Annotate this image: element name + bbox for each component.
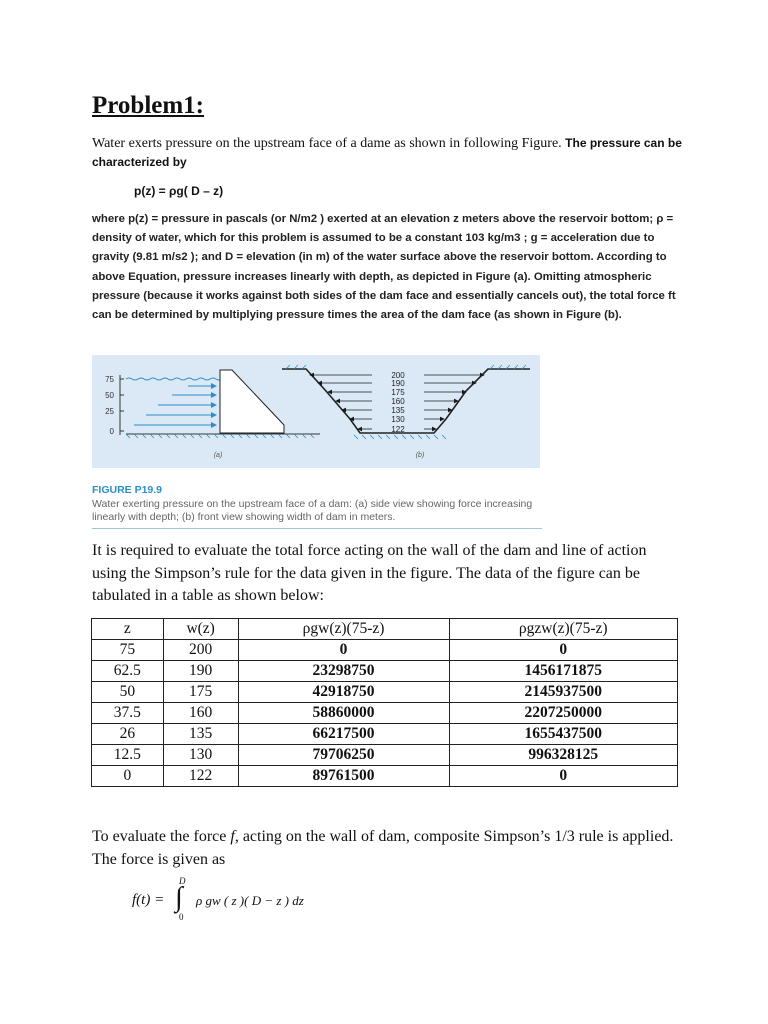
table-row	[92, 640, 678, 661]
width-label: 190	[391, 379, 405, 388]
data-table	[91, 618, 678, 787]
table-cell: 50	[92, 682, 164, 703]
table-cell: 130	[163, 745, 238, 766]
table-cell: 1456171875	[449, 661, 678, 682]
table-cell: 0	[238, 640, 449, 661]
caption-text: Water exerting pressure on the upstream face of a dam: (a) side view showing force increasing linearly with depth; (b) front view showing width of dam in meters.	[92, 498, 533, 523]
label-a: (a)	[213, 452, 223, 459]
tick-label: 50	[105, 391, 114, 400]
table-cell: 12.5	[92, 745, 164, 766]
problem-title: Problem1:	[92, 92, 205, 119]
table-cell: 0	[449, 640, 678, 661]
table-row	[92, 661, 678, 682]
width-label: 175	[391, 388, 405, 397]
simpson-text-before: To evaluate the force	[92, 828, 231, 845]
definitions-paragraph: where p(z) = pressure in pascals (or N/m2 ) exerted at an elevation z meters above the reservoir bottom; ρ = density of water, which for this problem is assumed to be a constant 103 kg/m3 ; g = acceleration due to gravity (9.81 m/s2 ); and D = elevation (in m) of the water surface above the reservoir bottom. According to above Equation, pressure increases linearly with depth, as depicted in Figure (a). Omitting atmospheric pressure (because it works against both sides of the dam face and essentially cancels out), the total force ft can be determined by multiplying pressure times the area of the dam face (as shown in Figure (b).	[92, 213, 676, 322]
integral-lower-limit: 0	[179, 912, 184, 922]
table-cell: 200	[163, 640, 238, 661]
table-cell: 58860000	[238, 703, 449, 724]
caption-divider	[92, 528, 542, 529]
width-label: 160	[391, 397, 405, 406]
intro-paragraph	[92, 134, 692, 172]
width-label: 122	[391, 425, 405, 434]
table-cell: 135	[163, 724, 238, 745]
integral-integrand: ρ gw ( z )( D − z ) dz	[196, 893, 304, 908]
tick-label: 25	[105, 407, 114, 416]
table-cell: 160	[163, 703, 238, 724]
table-cell: 175	[163, 682, 238, 703]
table-row	[92, 703, 678, 724]
label-b: (b)	[415, 452, 425, 459]
width-label: 130	[391, 415, 405, 424]
header-cell: w(z)	[163, 619, 238, 640]
figure-caption	[92, 484, 542, 524]
table-cell: 2207250000	[449, 703, 678, 724]
table-row	[92, 682, 678, 703]
table-cell: 0	[92, 766, 164, 787]
width-label: 135	[391, 406, 405, 415]
force-symbol: f	[230, 828, 235, 845]
table-cell: 66217500	[238, 724, 449, 745]
caption-title: FIGURE P19.9	[92, 484, 163, 496]
front-view	[282, 365, 530, 459]
table-row	[92, 766, 678, 787]
simpson-text-after: , acting on the wall of dam, composite Simpson’s 1/3 rule is applied. The force is given as	[92, 828, 674, 868]
tick-label: 75	[105, 375, 114, 384]
table-cell: 42918750	[238, 682, 449, 703]
pressure-formula: p(z) = ρg( D – z)	[134, 184, 224, 198]
table-cell: 1655437500	[449, 724, 678, 745]
integral-sign-icon: ∫	[175, 882, 183, 913]
table-cell: 89761500	[238, 766, 449, 787]
table-cell: 75	[92, 640, 164, 661]
table-cell: 79706250	[238, 745, 449, 766]
header-cell: ρgw(z)(75-z)	[238, 619, 449, 640]
simpson-paragraph	[92, 826, 682, 871]
dam-figure-drawing	[92, 355, 540, 468]
tick-label: 0	[109, 427, 114, 436]
table-header-row	[92, 619, 678, 640]
table-cell: 26	[92, 724, 164, 745]
integral-lhs: f(t) =	[132, 892, 165, 908]
intro-sans-text: The pressure can be characterized by	[92, 136, 682, 169]
table-cell: 62.5	[92, 661, 164, 682]
table-cell: 190	[163, 661, 238, 682]
header-cell: ρgzw(z)(75-z)	[449, 619, 678, 640]
side-view	[105, 370, 320, 459]
table-cell: 122	[163, 766, 238, 787]
table-row	[92, 745, 678, 766]
width-label: 200	[391, 371, 405, 380]
table-row	[92, 724, 678, 745]
table-intro-paragraph: It is required to evaluate the total force acting on the wall of the dam and line of action using the Simpson’s rule for the data given in the figure. The data of the figure can be tabulated in a table as shown below:	[92, 542, 647, 604]
header-cell: z	[92, 619, 164, 640]
table-cell: 996328125	[449, 745, 678, 766]
table-cell: 0	[449, 766, 678, 787]
integral-upper-limit: D	[179, 876, 186, 886]
table-cell: 23298750	[238, 661, 449, 682]
dam-figure	[92, 355, 540, 468]
table-cell: 2145937500	[449, 682, 678, 703]
intro-serif-text: Water exerts pressure on the upstream face of a dame as shown in following Figure.	[92, 136, 562, 151]
table-cell: 37.5	[92, 703, 164, 724]
